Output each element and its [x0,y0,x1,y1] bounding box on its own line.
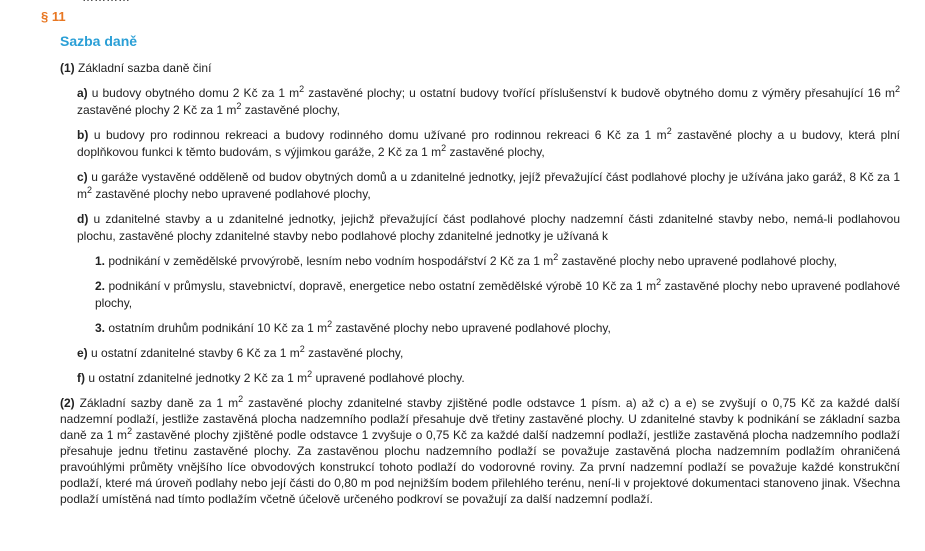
item-label: e) [77,346,88,360]
item-d-1 [95,253,900,270]
item-label: c) [77,170,88,184]
paragraph-1-intro [60,60,900,77]
paragraph-1-text: Základní sazba daně činí [78,61,212,75]
superscript: 2 [299,84,305,94]
item-d-3 [95,320,900,337]
item-text: zastavěné plochy, [304,346,404,360]
item-text: u zdanitelné stavby a u zdanitelné jednotky, jejichž převažující část podlahové plochy nadzemní části zdanitelné stavby nebo, nemá-li podlahovou plochu, zastavěné plochy zdanitelné stavby nebo podlahové plochy zdanitelné jednotky je užívaná k [77,212,900,243]
superscript: 2 [656,277,662,287]
item-text: upravené podlahové plochy. [312,371,465,385]
paragraph-text: zastavěné plochy zjištěné podle odstavce 1 zvyšuje o 0,75 Kč za každé další nadzemní podlaží, jestliže zastavěná plocha nadzemního podlaží přesahuje jednu třetinu zastavěné plochy. Za zastavěnou plochu nadzemního podlaží se považuje zastavěná plocha nadzemním podlažím ohraničená pravoúhlými průměty vnějšího líce obvodových konstrukcí tohoto podlaží do vodorovné roviny. Za první nadzemní podlaží se považuje každé konstrukční podlaží, které má úroveň podlahy nebo její části do 0,80 m pod nejnižším bodem přilehlého terénu, není-li v projektové dokumentaci stanoveno jinak. Všechna podlaží umístěná nad tímto podlažím včetně účelově určeného podkroví se považují za další nadzemní podlaží. [60,428,900,506]
subitem-label: 3. [95,321,106,335]
item-a [77,85,900,119]
item-text: u budovy obytného domu 2 Kč za 1 m [91,86,300,100]
superscript: 2 [553,252,559,262]
subitem-text: zastavěné plochy nebo upravené podlahové plochy, [558,254,837,268]
superscript: 2 [441,143,447,153]
superscript: 2 [307,369,313,379]
item-text: zastavěné plochy; u ostatní budovy tvořící příslušenství k budově obytného domu z výměry přesahující 16 m [304,86,895,100]
item-f [77,370,900,387]
item-text: zastavěné plochy, [446,145,545,159]
item-text: zastavěné plochy 2 Kč za 1 m [77,103,237,117]
item-text: u garáže vystavěné odděleně od budov obytných domů a u zdanitelné jednotky, jejíž převažující část podlahové plochy je užívána jako garáž, 8 Kč za 1 m [77,170,900,201]
item-e [77,345,900,362]
paragraph-text: Základní sazby daně za 1 m [79,396,239,410]
cut-off-previous-line [82,0,130,3]
subitem-label: 2. [95,279,106,293]
superscript: 2 [236,101,242,111]
superscript: 2 [327,319,333,329]
section-title: Sazba daně [60,33,138,49]
item-b [77,127,900,161]
law-text [60,60,900,507]
paragraph-text: zastavěné plochy zdanitelné stavby zjištěné podle odstavce 1 písm. a) až c) a e) se zvyšují o 0,75 Kč za každé další nadzemní podlaží, jestliže zastavěná plocha nadzemního podlaží přesahuje dvě třetiny zastavěné plochy. U zdanitelné stavby k podnikání se základní sazba daně za 1 m [60,396,900,442]
item-text: u ostatní zdanitelné jednotky 2 Kč za 1 m [88,371,308,385]
item-label: a) [77,86,88,100]
superscript: 2 [666,126,672,136]
item-c [77,169,900,203]
subitem-text: podnikání v průmyslu, stavebnictví, dopravě, energetice nebo ostatní zemědělské výrobě 10 Kč za 1 m [108,279,657,293]
superscript: 2 [127,426,133,436]
superscript: 2 [87,185,93,195]
paragraph-1-label: (1) [60,61,75,75]
item-text: u ostatní zdanitelné stavby 6 Kč za 1 m [91,346,300,360]
superscript: 2 [894,84,900,94]
item-text: zastavěné plochy nebo upravené podlahové plochy, [92,187,371,201]
item-label: b) [77,128,89,142]
item-text: zastavěné plochy a u budovy, která plní doplňkovou funkci k těmto budovám, s výjimkou garáže, 2 Kč za 1 m [77,128,900,159]
paragraph-2-label: (2) [60,396,75,410]
section-number: § 11 [41,9,66,24]
subitem-text: zastavěné plochy nebo upravené podlahové plochy, [95,279,900,310]
item-text: u budovy pro rodinnou rekreaci a budovy rodinného domu užívané pro rodinnou rekreaci 6 Kč za 1 m [93,128,667,142]
subitem-label: 1. [95,254,106,268]
superscript: 2 [238,394,244,404]
subitem-text: zastavěné plochy nebo upravené podlahové plochy, [332,321,611,335]
item-d [77,211,900,245]
superscript: 2 [299,344,305,354]
subitem-text: ostatním druhům podnikání 10 Kč za 1 m [108,321,328,335]
item-label: f) [77,371,85,385]
subitem-text: podnikání v zemědělské prvovýrobě, lesním nebo vodním hospodářství 2 Kč za 1 m [108,254,554,268]
paragraph-2 [60,395,900,507]
item-text: zastavěné plochy, [241,103,340,117]
item-d-2 [95,278,900,312]
item-label: d) [77,212,89,226]
